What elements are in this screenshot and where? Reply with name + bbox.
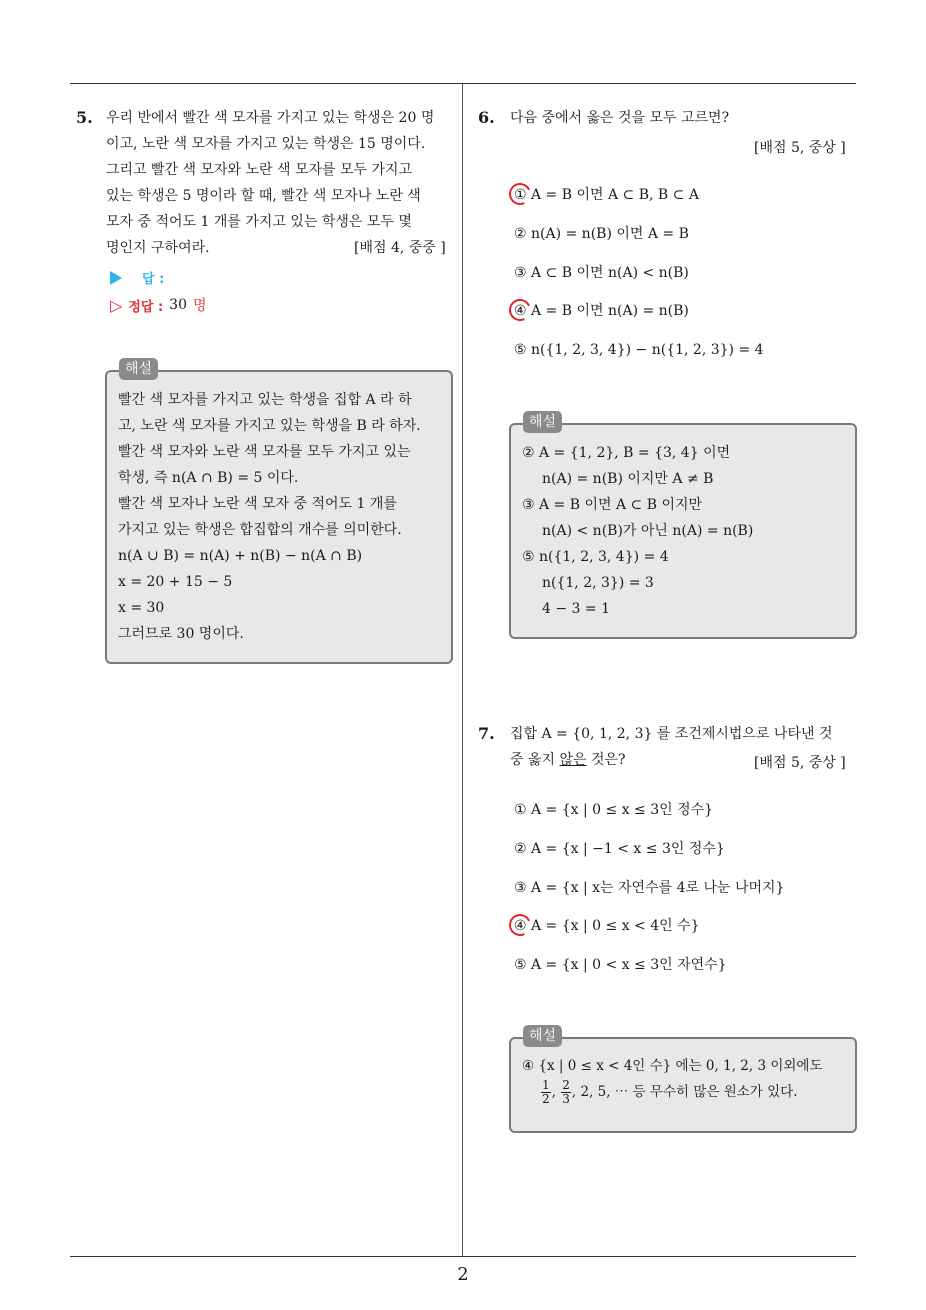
- question-5-points: [배점 4, 중중 ]: [354, 240, 446, 256]
- explanation-line: 가지고 있는 학생은 합집합의 개수를 의미한다.: [118, 522, 402, 538]
- explanation-line: 학생, 즉 n(A ∩ B) = 5 이다.: [118, 470, 299, 486]
- explanation-rest: , 2, 5, ⋯ 등 무수히 많은 원소가 있다.: [571, 1084, 798, 1100]
- question-6-text: 다음 중에서 옳은 것을 모두 고르면?: [510, 110, 730, 126]
- option-2[interactable]: ② A = {x | −1 < x ≤ 3인 정수}: [514, 841, 725, 857]
- question-5-number: 5.: [76, 108, 93, 127]
- explanation-line: n(A ∪ B) = n(A) + n(B) − n(A ∩ B): [118, 548, 363, 564]
- correct-answer-row: [110, 295, 207, 315]
- correct-answer-label: 정답 :: [128, 299, 164, 315]
- page-number: 2: [457, 1264, 469, 1285]
- answer-label: 답 :: [142, 272, 165, 287]
- option-2[interactable]: ② n(A) = n(B) 이면 A = B: [514, 226, 689, 242]
- option-3[interactable]: ③ A = {x | x는 자연수를 4로 나눈 나머지}: [514, 880, 785, 896]
- q7-line: 집합 A = {0, 1, 2, 3} 를 조건제시법으로 나타낸 것: [510, 726, 833, 742]
- option-3[interactable]: ③ A ⊂ B 이면 n(A) < n(B): [514, 265, 689, 281]
- explanation-text-q5: [118, 387, 440, 647]
- hollow-triangle-icon: ▷: [110, 295, 123, 315]
- q5-line: 우리 반에서 빨간 색 모자를 가지고 있는 학생은 20 명: [106, 110, 435, 126]
- explanation-line: n({1, 2, 3}) = 3: [542, 575, 654, 591]
- question-7-number: 7.: [478, 724, 495, 743]
- explanation-line: x = 30: [118, 600, 165, 616]
- q7-text: 것은?: [586, 752, 626, 768]
- play-icon: [110, 271, 122, 285]
- explanation-text-q6: [522, 440, 842, 622]
- question-6-number: 6.: [478, 108, 495, 127]
- option-5[interactable]: ⑤ A = {x | 0 < x ≤ 3인 자연수}: [514, 957, 727, 973]
- option-4[interactable]: ④ A = B 이면 n(A) = n(B): [514, 303, 689, 319]
- explanation-line: 그러므로 30 명이다.: [118, 626, 244, 642]
- fraction-one-half: $\frac{1}{2}$: [542, 1078, 550, 1106]
- explanation-line: 빨간 색 모자를 가지고 있는 학생을 집합 A 라 하: [118, 392, 412, 408]
- explanation-line: ④ {x | 0 ≤ x < 4인 수} 에는 0, 1, 2, 3 이외에도: [522, 1058, 823, 1074]
- explanation-line: ③ A = B 이면 A ⊂ B 이지만: [522, 497, 703, 513]
- explanation-line: ⑤ n({1, 2, 3, 4}) = 4: [522, 549, 669, 565]
- explanation-line: $\frac{1}{2}$ , $\frac{2}{3}$ , 2, 5, ⋯ 등 무수히 많은 원소가 있다.: [542, 1078, 798, 1106]
- correct-answer-unit: 명: [192, 298, 207, 314]
- option-1[interactable]: ① A = B 이면 A ⊂ B, B ⊂ A: [514, 187, 699, 203]
- question-6-points: [배점 5, 중상 ]: [754, 140, 846, 156]
- option-1[interactable]: ① A = {x | 0 ≤ x ≤ 3인 정수}: [514, 802, 714, 818]
- q7-underlined-word: 않은: [559, 752, 587, 768]
- q5-line: 이고, 노란 색 모자를 가지고 있는 학생은 15 명이다.: [106, 136, 426, 152]
- q7-text: 중 옳지: [510, 752, 560, 768]
- explanation-line: 고, 노란 색 모자를 가지고 있는 학생을 B 라 하자.: [118, 418, 421, 434]
- q5-line: 그리고 빨간 색 모자와 노란 색 모자를 모두 가지고: [106, 162, 413, 178]
- option-4[interactable]: ④ A = {x | 0 ≤ x < 4인 수}: [514, 918, 700, 934]
- explanation-tab: 해설: [523, 1025, 562, 1047]
- explanation-text-q7: [522, 1055, 852, 1106]
- q5-line: 모자 중 적어도 1 개를 가지고 있는 학생은 모두 몇: [106, 214, 412, 230]
- question-7-points: [배점 5, 중상 ]: [754, 755, 846, 771]
- q5-line: 있는 학생은 5 명이라 할 때, 빨간 색 모자나 노란 색: [106, 188, 421, 204]
- option-5[interactable]: ⑤ n({1, 2, 3, 4}) − n({1, 2, 3}) = 4: [514, 342, 764, 358]
- answer-row: [110, 268, 164, 287]
- explanation-line: 빨간 색 모자나 노란 색 모자 중 적어도 1 개를: [118, 496, 397, 512]
- bottom-rule: [70, 1256, 856, 1257]
- fraction-two-thirds: $\frac{2}{3}$: [562, 1078, 570, 1106]
- column-divider: [462, 84, 463, 1257]
- q5-line: 명인지 구하여라.: [106, 240, 210, 256]
- explanation-line: n(A) = n(B) 이지만 A ≠ B: [542, 471, 714, 487]
- explanation-line: 4 − 3 = 1: [542, 601, 610, 617]
- explanation-line: n(A) < n(B)가 아닌 n(A) = n(B): [542, 523, 754, 539]
- correct-answer-value: 30: [169, 297, 187, 313]
- explanation-line: x = 20 + 15 − 5: [118, 574, 233, 590]
- explanation-tab: 해설: [523, 411, 562, 433]
- top-rule: [70, 83, 856, 84]
- explanation-tab: 해설: [119, 358, 158, 380]
- explanation-line: 빨간 색 모자와 노란 색 모자를 모두 가지고 있는: [118, 444, 411, 460]
- explanation-line: ② A = {1, 2}, B = {3, 4} 이면: [522, 445, 731, 461]
